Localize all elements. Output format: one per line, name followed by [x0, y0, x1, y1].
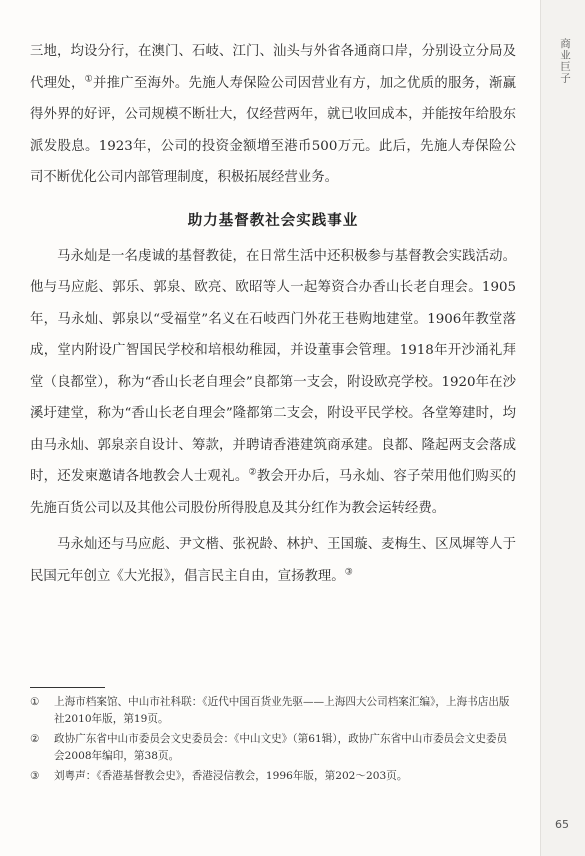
- section-heading: 助力基督教社会实践事业: [187, 212, 359, 229]
- footnote-divider: [30, 687, 105, 688]
- footnote-item: [30, 694, 516, 728]
- body-text: [30, 36, 516, 592]
- paragraph-3-text: 马永灿还与马应彪、尹文楷、张祝龄、林护、王国璇、麦梅生、区凤墀等人于民国元年创立《大光报》，倡言民主自由，宣扬教理。: [30, 537, 516, 584]
- footnote-text: 上海市档案馆、中山市社科联：《近代中国百货业先驱——上海四大公司档案汇编》，上海书店出版社2010年版，第19页。: [54, 696, 510, 725]
- footnote-number: ②: [30, 733, 40, 745]
- paragraph-1-text-b: 并推广至海外。先施人寿保险公司因营业有方，加之优质的服务，渐赢得外界的好评，公司规模不断壮大，仅经营两年，就已收回成本，并能按年给股东派发股息。1923年，公司的投资金额增至港币500万元。此后，先施人寿保险公司不断优化公司内部管理制度，积极拓展经营业务。: [30, 75, 517, 185]
- footnote-text: 政协广东省中山市委员会文史委员会：《中山文史》（第61辑），政协广东省中山市委员会文史委员会2008年编印，第38页。: [54, 733, 508, 762]
- footnote-item: [30, 731, 516, 765]
- paragraph-3: [30, 529, 516, 592]
- footnotes: [30, 694, 516, 788]
- chapter-side-label: 商业巨子: [559, 38, 571, 84]
- side-tab: [540, 0, 585, 856]
- footnote-number: ③: [30, 770, 40, 782]
- footnote-marker-2[interactable]: ②: [248, 467, 257, 478]
- footnote-text: 刘粤声：《香港基督教会史》，香港浸信教会，1996年版，第202～203页。: [54, 770, 408, 782]
- paragraph-2-text-a: 马永灿是一名虔诚的基督教徒，在日常生活中还积极参与基督教会实践活动。他与马应彪、郭乐、郭泉、欧亮、欧昭等人一起筹资合办香山长老自理会。1905年，马永灿、郭泉以“受福堂”名义在石岐西门外花王巷购地建堂。1906年教堂落成，堂内附设广智国民学校和培根幼稚园，并设董事会管理。1918年开沙涌礼拜堂（良都堂），称为“香山长老自理会”良都第一支会，附设欧亮学校。1920年在沙溪圩建堂，称为“香山长老自理会”隆都第二支会，附设平民学校。各堂筹建时，均由马永灿、郭泉亲自设计、筹款，并聘请香港建筑商承建。良都、隆起两支会落成时，还发柬邀请各地教会人士观礼。: [30, 248, 516, 484]
- paragraph-2: [30, 241, 516, 525]
- paragraph-2-text-b: 教会开办后，马永灿、容子荣用他们购买的先施百货公司以及其他公司股份所得股息及其分红作为教会运转经费。: [30, 469, 517, 516]
- footnote-item: [30, 768, 516, 785]
- footnote-number: ①: [30, 696, 40, 708]
- footnote-marker-1[interactable]: ①: [84, 74, 93, 85]
- paragraph-1: [30, 36, 516, 194]
- page-number: 65: [555, 818, 569, 831]
- footnote-marker-3[interactable]: ③: [344, 567, 353, 578]
- paragraph-1-text-a: 三地，均设分行，在澳门、石岐、江门、汕头与外省各通商口岸，分别设立分局及代理处，: [30, 44, 516, 91]
